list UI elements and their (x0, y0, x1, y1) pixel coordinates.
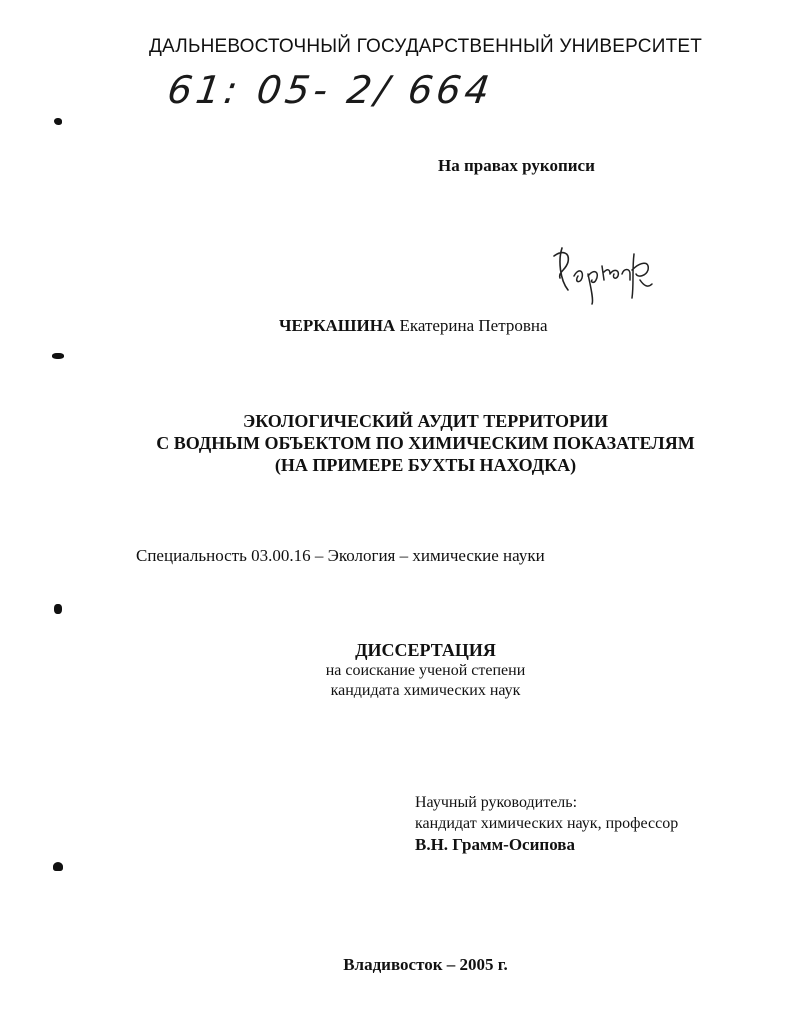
binding-hole-mark (52, 353, 64, 359)
supervisor-degree: кандидат химических наук, профессор (415, 815, 679, 832)
author-given-names: Екатерина Петровна (399, 316, 548, 335)
city-year: Владивосток – 2005 г. (343, 955, 508, 974)
supervisor-name: В.Н. Грамм-Осипова (415, 835, 575, 854)
degree-line-2: кандидата химических наук (330, 682, 521, 699)
manuscript-rights-label: На правах рукописи (438, 156, 595, 175)
binding-hole-mark (53, 862, 63, 871)
archive-code-handwritten: 61: 05- 2/ 664 (164, 68, 497, 112)
university-name: ДАЛЬНЕВОСТОЧНЫЙ ГОСУДАРСТВЕННЫЙ УНИВЕРСИТЕТ (148, 36, 703, 57)
dissertation-heading: ДИССЕРТАЦИЯ (355, 640, 496, 660)
title-line: ЭКОЛОГИЧЕСКИЙ АУДИТ ТЕРРИТОРИИ (242, 411, 609, 431)
degree-line-1: на соискание ученой степени (325, 662, 526, 679)
signature (548, 240, 658, 310)
supervisor-role: Научный руководитель: (415, 794, 578, 811)
binding-hole-mark (54, 118, 62, 125)
dissertation-title (0, 410, 799, 476)
supervisor-block (415, 792, 678, 855)
author-surname: ЧЕРКАШИНА (279, 316, 396, 335)
specialty-line: Специальность 03.00.16 – Экология – химические науки (136, 546, 545, 565)
author-name (279, 316, 548, 336)
binding-hole-mark (54, 604, 62, 614)
title-line: С ВОДНЫМ ОБЪЕКТОМ ПО ХИМИЧЕСКИМ ПОКАЗАТЕЛЯМ (156, 433, 695, 453)
title-line: (НА ПРИМЕРЕ БУХТЫ НАХОДКА) (274, 455, 577, 475)
dissertation-block (0, 640, 799, 701)
signature-icon (548, 240, 658, 305)
